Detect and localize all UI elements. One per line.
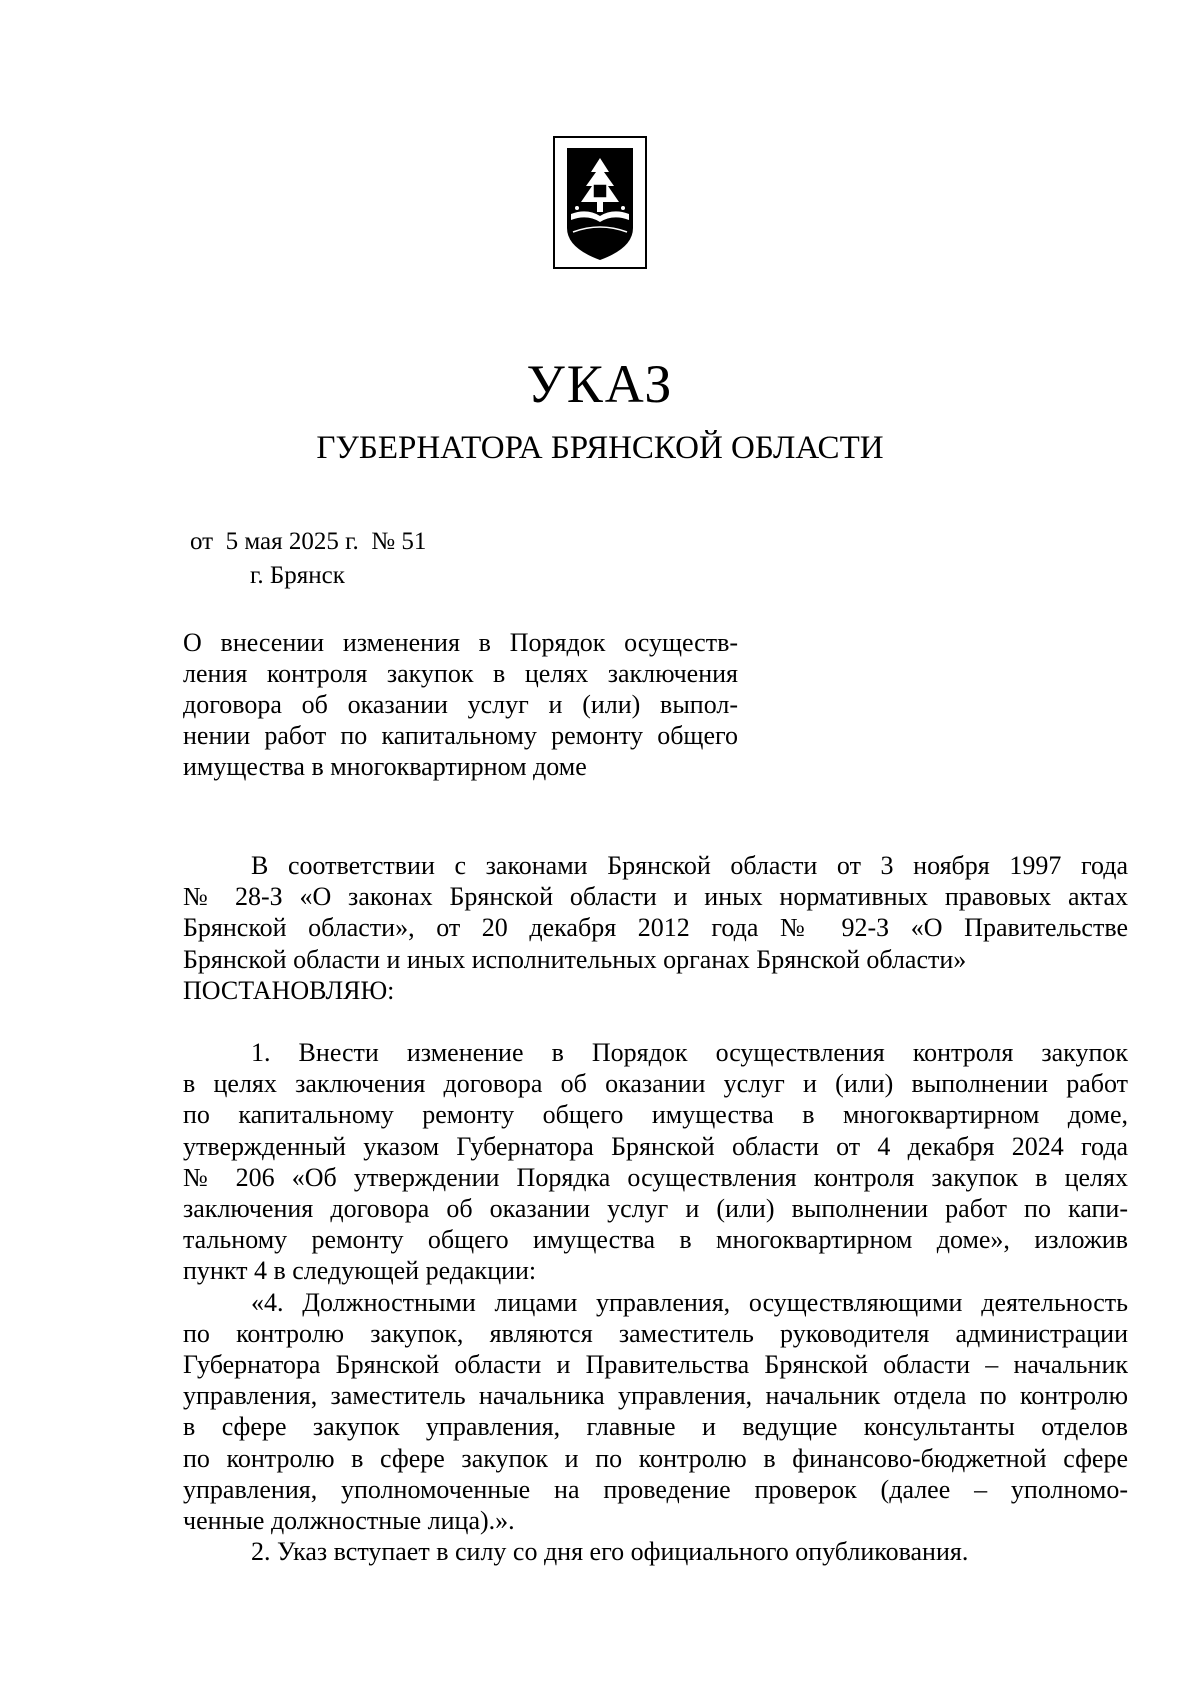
subject-line: О внесении изменения в Порядок осуществ- [183, 628, 738, 657]
item-1-paragraph [183, 1037, 1128, 1287]
body-line: № 28-З «О законах Брянской области и иных нормативных правовых актах [183, 882, 1128, 912]
body-line: «4. Должностными лицами управления, осуществляющими деятельность [251, 1287, 1128, 1317]
document-body [183, 850, 1128, 1567]
body-line: управления, заместитель начальника управления, начальник отдела по контролю [183, 1381, 1128, 1411]
body-line: № 206 «Об утверждении Порядка осуществления контроля закупок в целях [183, 1162, 1128, 1192]
body-line: утвержденный указом Губернатора Брянской области от 4 декабря 2024 года [183, 1131, 1128, 1161]
body-line: в сфере закупок управления, главные и ведущие консультанты отделов [183, 1412, 1128, 1442]
document-issuer: ГУБЕРНАТОРА БРЯНСКОЙ ОБЛАСТИ [316, 430, 884, 466]
subject-line: нении работ по капитальному ремонту общего [183, 721, 738, 750]
document-date-number: от 5 мая 2025 г. № 51 [190, 528, 427, 555]
body-line: по контролю закупок, являются заместитель руководителя администрации [183, 1318, 1128, 1348]
body-line: ченные должностные лица).». [183, 1506, 515, 1536]
document-subject [183, 627, 738, 782]
body-line: тальному ремонту общего имущества в многоквартирном доме», изложив [183, 1225, 1128, 1255]
coat-of-arms-icon [553, 136, 647, 269]
body-line: пункт 4 в следующей редакции: [183, 1256, 537, 1286]
decree-keyword: ПОСТАНОВЛЯЮ: [183, 975, 395, 1005]
body-line: заключения договора об оказании услуг и (или) выполнении работ по капи- [183, 1194, 1128, 1224]
body-line: в целях заключения договора об оказании услуг и (или) выполнении работ [183, 1069, 1128, 1099]
body-line: по капитальному ремонту общего имущества в многоквартирном доме, [183, 1100, 1128, 1130]
body-line: Брянской области и иных исполнительных органах Брянской области» [183, 944, 967, 974]
preamble-paragraph [183, 850, 1128, 1006]
body-line: 2. Указ вступает в силу со дня его официального опубликования. [251, 1537, 969, 1567]
body-line: Брянской области», от 20 декабря 2012 года № 92-З «О Правительстве [183, 913, 1128, 943]
document-title: УКАЗ [526, 354, 674, 414]
body-line: Губернатора Брянской области и Правительства Брянской области – начальник [183, 1350, 1128, 1380]
item-2-paragraph [183, 1536, 1128, 1567]
document-city: г. Брянск [250, 562, 345, 589]
subject-line: имущества в многоквартирном доме [183, 752, 587, 781]
body-line: 1. Внести изменение в Порядок осуществления контроля закупок [251, 1038, 1128, 1068]
subject-line: ления контроля закупок в целях заключения [183, 659, 738, 688]
quoted-item-4-paragraph [183, 1287, 1128, 1537]
body-line: по контролю в сфере закупок и по контролю в финансово-бюджетной сфере [183, 1443, 1128, 1473]
body-line: В соответствии с законами Брянской области от 3 ноября 1997 года [251, 851, 1128, 880]
subject-line: договора об оказании услуг и (или) выпол- [183, 690, 738, 719]
body-line: управления, уполномоченные на проведение проверок (далее – уполномо- [183, 1474, 1128, 1504]
